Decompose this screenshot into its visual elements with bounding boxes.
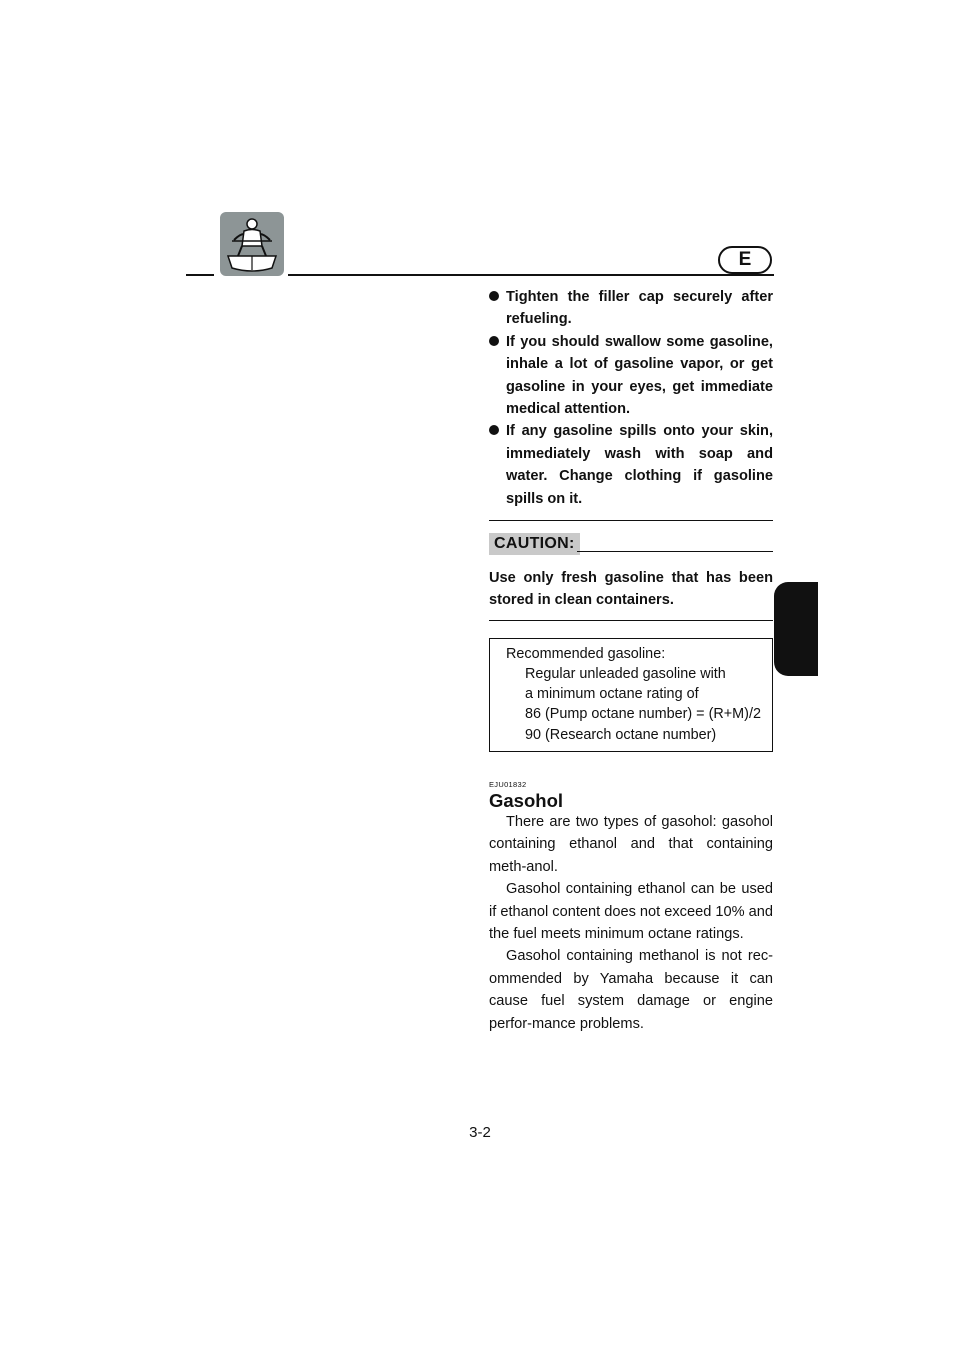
spec-line: 90 (Research octane number) [525,726,717,743]
caution-end-rule [489,620,773,621]
caution-rule [577,551,773,552]
bullet-icon [489,336,499,346]
section-code: EJU01832 [489,779,527,789]
bullet-icon [489,425,499,435]
paragraph: Gasohol containing ethanol can be used if ethanol content does not exceed 10% and the fuel meets minimum octane ratings. [489,881,773,942]
spec-line: 86 (Pump octane number) = (R+M)/2 [525,706,761,723]
warning-text: If any gasoline spills onto your skin, immediately wash with soap and water. Change clothing if gasoline spills on it. [506,423,773,507]
warning-text: Tighten the filler cap securely after refueling. [506,289,773,328]
caution-label: CAUTION: [489,533,580,555]
list-item [489,420,773,510]
header-rule-left [186,274,214,276]
page-number: 3-2 [469,1124,491,1141]
language-badge: E [718,246,772,274]
spec-title: Recommended gasoline: [506,645,666,662]
warning-end-rule [489,520,773,521]
paragraph: There are two types of gasohol: gasohol containing ethanol and that containing meth-anol. [489,813,773,875]
section-title: Gasohol [489,789,564,811]
spec-line: a minimum octane rating of [525,686,699,703]
watercraft-rider-icon [220,212,284,276]
list-item [489,286,773,331]
header-rule-right [288,274,774,276]
main-content [489,286,773,1035]
caution-heading [489,533,773,559]
spec-box [489,638,773,752]
warning-list [489,286,773,510]
caution-text: Use only fresh gasoline that has been stored in clean containers. [489,570,773,609]
chapter-tab [774,582,818,676]
spec-line: Regular unleaded gasoline with [525,666,726,683]
bullet-icon [489,291,499,301]
paragraph: Gasohol containing methanol is not rec-ommended by Yamaha because it can cause fuel system damage or engine perfor-mance problems. [489,948,773,1032]
warning-text: If you should swallow some gasoline, inhale a lot of gasoline vapor, or get gasoline in your eyes, get immediate medical attention. [506,333,773,418]
list-item [489,331,773,421]
